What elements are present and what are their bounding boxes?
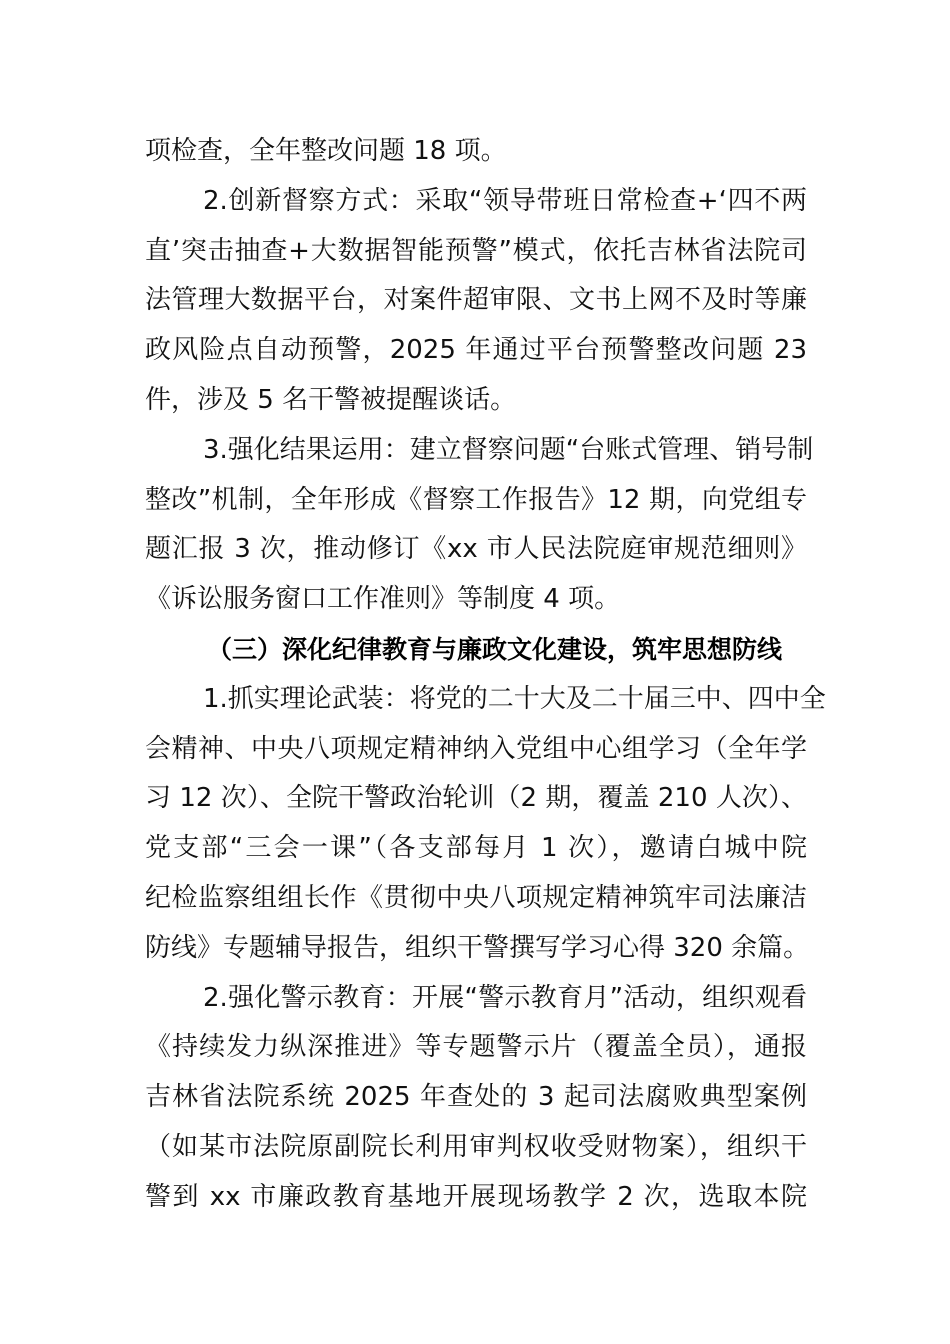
text-line: 警到 xx 市廉政教育基地开展现场教学 2 次，选取本院 xyxy=(145,1181,807,1212)
text-line: 整改”机制，全年形成《督察工作报告》12 期，向党组专 xyxy=(145,484,807,515)
paragraph-warning-education xyxy=(145,974,807,1223)
text-line: 2.创新督察方式：采取“领导带班日常检查+‘四不两 xyxy=(203,185,807,216)
text-line: 政风险点自动预警，2025 年通过平台预警整改问题 23 xyxy=(145,335,807,366)
text-line: 法管理大数据平台，对案件超审限、文书上网不及时等廉 xyxy=(145,285,807,316)
text-line: 《持续发力纵深推进》等专题警示片（覆盖全员），通报 xyxy=(145,1032,807,1063)
paragraph-innovate-supervision xyxy=(145,177,807,426)
text-line: 纪检监察组组长作《贯彻中央八项规定精神筑牢司法廉洁 xyxy=(145,882,807,913)
document-body xyxy=(145,127,826,1223)
text-line: 会精神、中央八项规定精神纳入党组中心组学习（全年学 xyxy=(145,733,807,764)
section-heading: （三）深化纪律教育与廉政文化建设，筑牢思想防线 xyxy=(207,634,783,664)
text-line: （如某市法院原副院长利用审判权收受财物案），组织干 xyxy=(145,1131,807,1162)
text-line: 党支部“三会一课”（各支部每月 1 次），邀请白城中院 xyxy=(145,833,807,864)
text-line: 件，涉及 5 名干警被提醒谈话。 xyxy=(145,384,517,415)
text-line: 吉林省法院系统 2025 年查处的 3 起司法腐败典型案例 xyxy=(145,1082,807,1113)
text-line: 项检查，全年整改问题 18 项。 xyxy=(145,136,507,166)
text-line: 习 12 次）、全院干警政治轮训（2 期，覆盖 210 人次）、 xyxy=(145,783,807,814)
paragraph-results-application xyxy=(145,426,814,625)
paragraph-theory-study xyxy=(145,675,826,974)
text-line: 3.强化结果运用：建立督察问题“台账式管理、销号制 xyxy=(203,434,814,465)
text-line: 1.抓实理论武装：将党的二十大及二十届三中、四中全 xyxy=(203,683,826,714)
text-line: 题汇报 3 次，推动修订《xx 市人民法院庭审规范细则》 xyxy=(145,534,807,565)
text-line: 直’突击抽查+大数据智能预警”模式，依托吉林省法院司 xyxy=(145,235,807,266)
text-line: 防线》专题辅导报告，组织干警撰写学习心得 320 余篇。 xyxy=(145,932,810,963)
paragraph-continuation xyxy=(145,127,807,177)
text-line: 《诉讼服务窗口工作准则》等制度 4 项。 xyxy=(145,584,621,615)
text-line: 2.强化警示教育：开展“警示教育月”活动，组织观看 xyxy=(203,982,807,1013)
